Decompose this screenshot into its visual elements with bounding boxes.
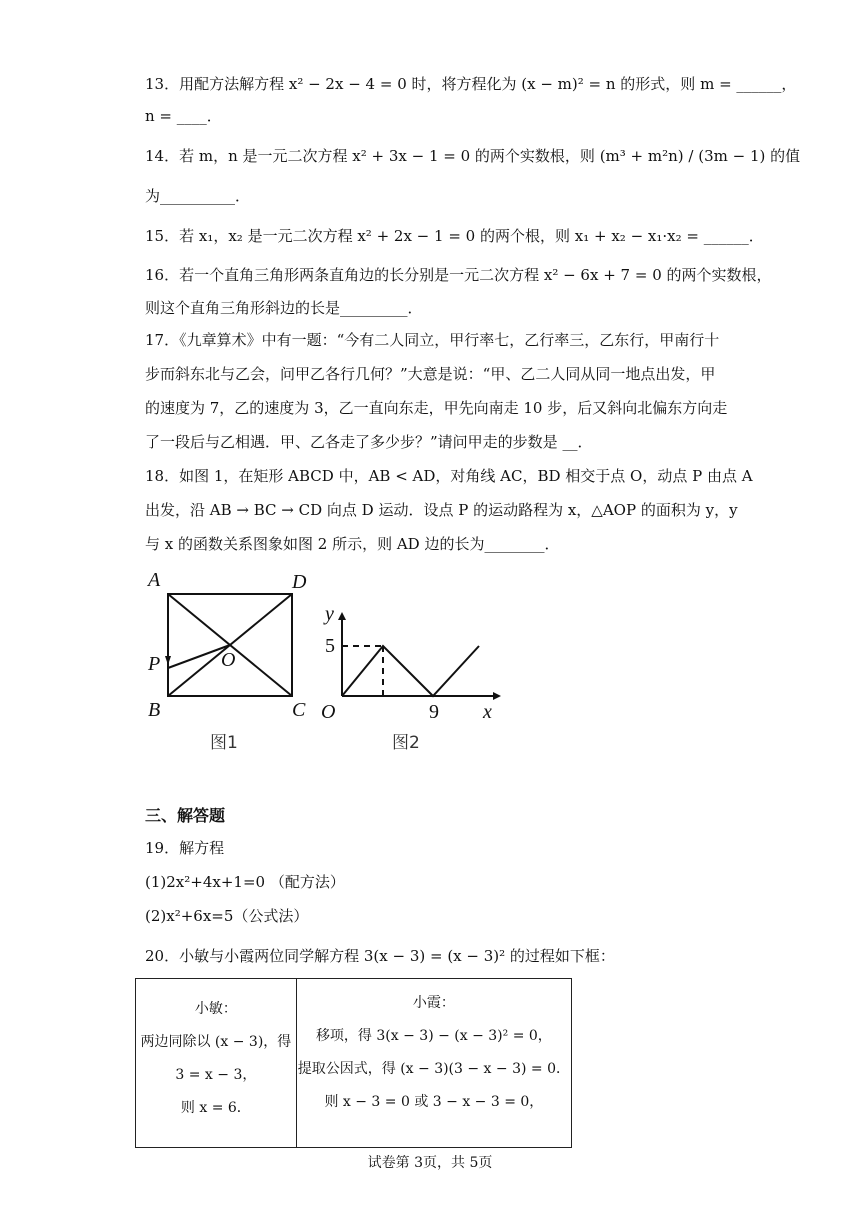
xiaomin-step1: 两边同除以 (x − 3)，得 bbox=[140, 1034, 292, 1050]
q19-part2: (2)x²+6x=5（公式法） bbox=[145, 907, 309, 925]
figure-2-caption: 图2 bbox=[392, 733, 420, 753]
q14-line2: 为__________． bbox=[145, 187, 251, 205]
q14-line1: 14．若 m，n 是一元二次方程 x² + 3x − 1 = 0 的两个实数根，则 (m³ + m²n) / (3m − 1) 的值 bbox=[145, 147, 801, 165]
page-footer: 试卷第 3页，共 5页 bbox=[367, 1155, 493, 1171]
label-p: P bbox=[148, 653, 161, 675]
xiaomin-step3: 则 x = 6． bbox=[180, 1100, 251, 1116]
xiaoxia-step3: 则 x − 3 = 0 或 3 − x − 3 = 0， bbox=[324, 1094, 544, 1110]
xiaomin-step2: 3 = x − 3， bbox=[175, 1067, 257, 1083]
q18-line2: 出发，沿 AB → BC → CD 向点 D 运动．设点 P 的运动路程为 x，△AOP 的面积为 y，y bbox=[145, 501, 738, 519]
figure-2-graph bbox=[342, 620, 493, 696]
solution-table bbox=[135, 978, 572, 1148]
figure-1-caption: 图1 bbox=[210, 733, 238, 753]
figure-1-rectangle bbox=[168, 594, 292, 696]
x-axis-arrow-icon bbox=[493, 692, 501, 700]
tick-label-5: 5 bbox=[325, 635, 335, 657]
figures bbox=[145, 568, 505, 758]
q18-line1: 18．如图 1，在矩形 ABCD 中，AB < AD，对角线 AC，BD 相交于点 O，动点 P 由点 A bbox=[145, 467, 753, 485]
q17-line4: 了一段后与乙相遇．甲、乙各走了多少步？”请问甲走的步数是 __． bbox=[145, 433, 593, 451]
q17-line1: 17．《九章算术》中有一题：“今有二人同立，甲行率七，乙行率三，乙东行，甲南行十 bbox=[145, 331, 720, 349]
q20-line: 20．小敏与小霞两位同学解方程 3(x − 3) = (x − 3)² 的过程如下框： bbox=[145, 947, 615, 965]
q19-title: 19．解方程 bbox=[145, 839, 225, 857]
q16-line2: 则这个直角三角形斜边的长是_________． bbox=[145, 299, 423, 317]
label-o: O bbox=[221, 649, 236, 671]
label-b: B bbox=[148, 699, 161, 721]
label-d: D bbox=[292, 571, 307, 593]
xiaoxia-cell bbox=[296, 979, 571, 1148]
tick-label-9: 9 bbox=[429, 701, 439, 723]
label-c: C bbox=[292, 699, 306, 721]
axis-label-x: x bbox=[483, 701, 492, 723]
function-graph bbox=[342, 646, 479, 696]
q15-line: 15．若 x₁，x₂ 是一元二次方程 x² + 2x − 1 = 0 的两个根，则 x₁ + x₂ − x₁·x₂ = ______． bbox=[145, 227, 764, 245]
q13-line1: 13．用配方法解方程 x² − 2x − 4 = 0 时，将方程化为 (x − m)² = n 的形式，则 m = ______， bbox=[145, 75, 797, 93]
section-title: 三、解答题 bbox=[145, 806, 226, 825]
xiaoxia-step2: 提取公因式，得 (x − 3)(3 − x − 3) = 0． bbox=[297, 1061, 570, 1077]
xiaoxia-step1: 移项，得 3(x − 3) − (x − 3)² = 0， bbox=[315, 1028, 552, 1044]
xiaomin-cell bbox=[136, 979, 297, 1148]
xiaomin-name: 小敏： bbox=[194, 1001, 237, 1017]
q19-part1: (1)2x²+4x+1=0 （配方法） bbox=[145, 873, 345, 891]
q17-line3: 的速度为 7，乙的速度为 3，乙一直向东走，甲先向南走 10 步，后又斜向北偏东方向走 bbox=[145, 399, 728, 417]
origin-label: O bbox=[321, 701, 336, 723]
label-a: A bbox=[148, 569, 161, 591]
q16-line1: 16．若一个直角三角形两条直角边的长分别是一元二次方程 x² − 6x + 7 = 0 的两个实数根， bbox=[145, 266, 772, 284]
axis-label-y: y bbox=[325, 603, 334, 625]
q18-line3: 与 x 的函数关系图象如图 2 所示，则 AD 边的长为________． bbox=[145, 535, 560, 553]
arrow-down-icon bbox=[165, 656, 171, 665]
q13-line2: n = ____． bbox=[145, 107, 222, 125]
q17-line2: 步而斜东北与乙会，问甲乙各行几何？”大意是说：“甲、乙二人同从同一地点出发，甲 bbox=[145, 365, 716, 383]
xiaoxia-name: 小霞： bbox=[412, 995, 455, 1011]
y-axis-arrow-icon bbox=[338, 612, 346, 620]
